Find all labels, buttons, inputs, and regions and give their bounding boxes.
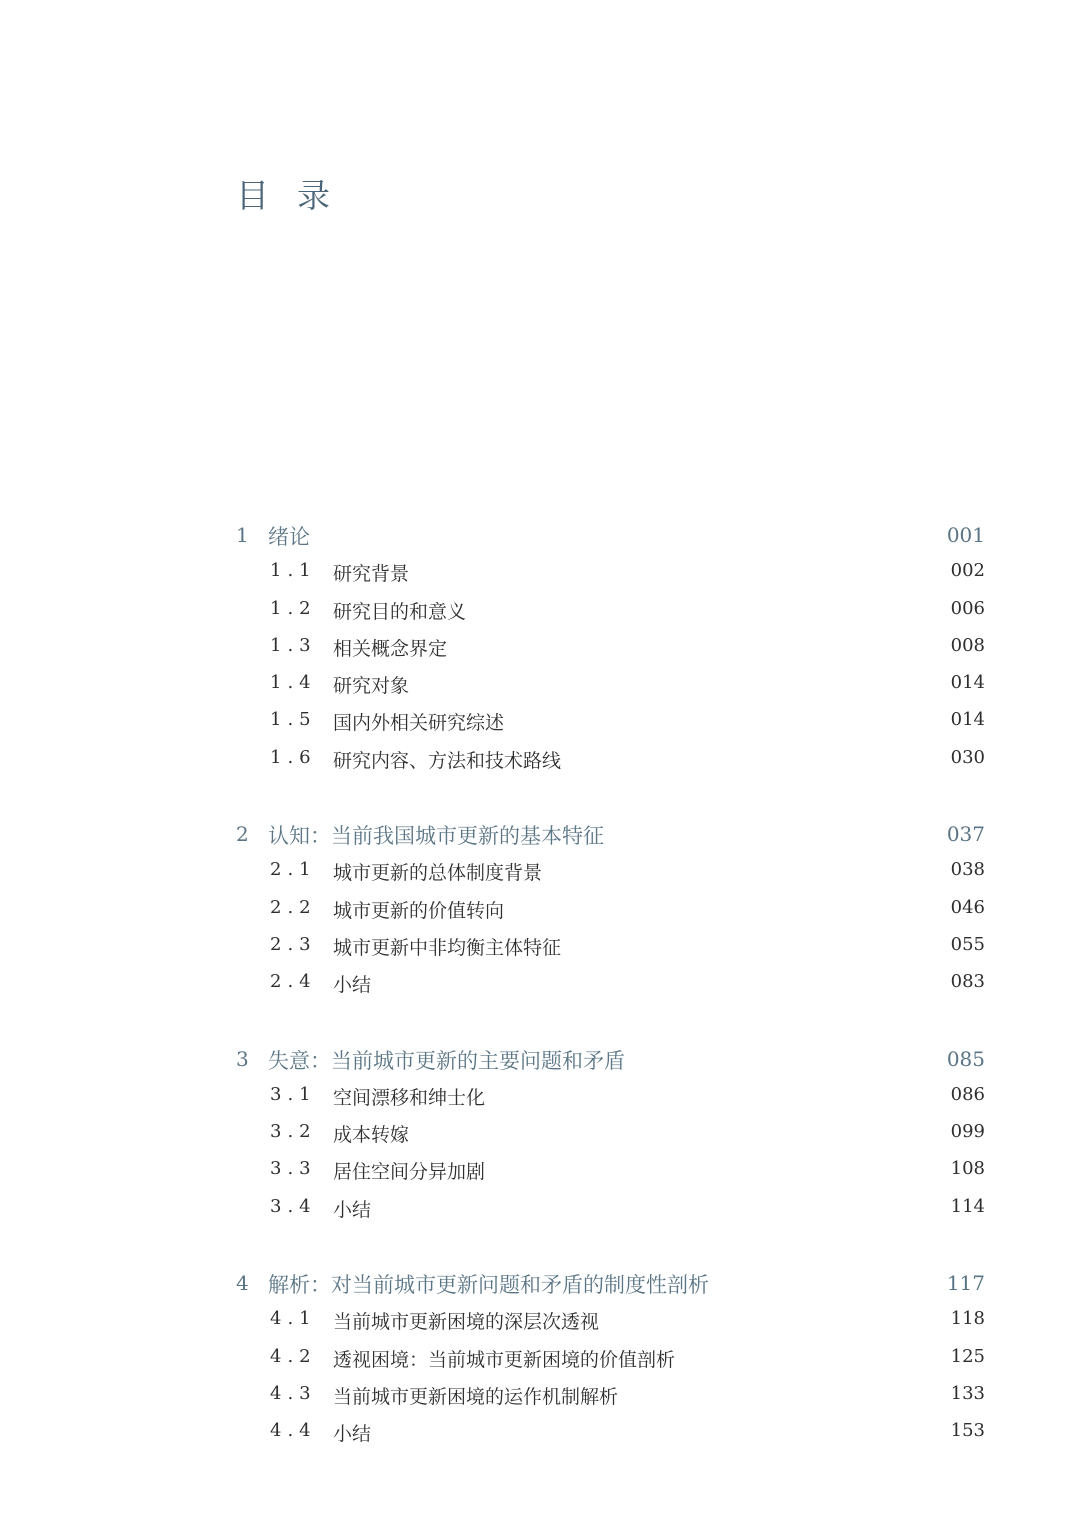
section-number: 1.3 [270,634,317,656]
section-number: 3.2 [270,1121,317,1143]
section-page-number: 046 [950,896,985,918]
section-page-number: 133 [950,1382,985,1404]
chapter-number: 4 [236,1271,249,1296]
section-entry[interactable] [0,965,1080,1002]
chapter-title: 绪论 [268,525,310,549]
page-title-char-1: 目 [236,176,269,215]
section-title: 空间漂移和绅士化 [333,1086,486,1109]
section-number: 3.4 [270,1195,317,1217]
section-title: 居住空间分异加剧 [333,1161,486,1184]
chapter-page-number: 085 [946,1046,985,1071]
section-page-number: 118 [950,1308,985,1330]
section-number: 3.3 [270,1158,317,1180]
section-entry[interactable] [0,928,1080,965]
section-title: 透视困境：当前城市更新困境的价值剖析 [333,1348,676,1371]
section-entry[interactable] [0,666,1080,703]
chapter-entry[interactable] [0,816,1080,853]
section-page-number: 055 [950,933,985,955]
section-entry[interactable] [0,1340,1080,1377]
section-number: 1.5 [270,709,317,731]
section-entry[interactable] [0,891,1080,928]
section-page-number: 008 [950,634,985,656]
chapter-title: 解析：对当前城市更新问题和矛盾的制度性剖析 [268,1273,709,1298]
page-title-char-2: 录 [297,176,330,215]
chapter-entry[interactable] [0,517,1080,554]
section-entry[interactable] [0,1115,1080,1152]
section-page-number: 153 [950,1420,985,1442]
section-entry[interactable] [0,853,1080,890]
section-title: 城市更新的总体制度背景 [333,862,543,885]
section-page-number: 038 [950,859,985,881]
section-entry[interactable] [0,1302,1080,1339]
section-number: 2.3 [270,933,317,955]
section-title: 小结 [333,974,372,997]
chapter-page-number: 037 [946,822,985,847]
section-entry[interactable] [0,554,1080,591]
chapter-entry[interactable] [0,1041,1080,1078]
chapter-title: 失意：当前城市更新的主要问题和矛盾 [268,1048,625,1073]
chapter-block [0,816,1080,1002]
chapter-number: 2 [236,822,249,847]
page-title [236,170,330,217]
section-page-number: 099 [950,1121,985,1143]
section-entry[interactable] [0,1152,1080,1189]
section-number: 2.4 [270,971,317,993]
section-entry[interactable] [0,1414,1080,1451]
section-number: 2.1 [270,859,317,881]
section-title: 研究目的和意义 [333,600,467,623]
chapter-block [0,517,1080,778]
section-page-number: 086 [950,1083,985,1105]
chapter-block [0,1041,1080,1227]
section-page-number: 108 [950,1158,985,1180]
section-number: 3.1 [270,1083,317,1105]
section-title: 城市更新的价值转向 [333,899,505,922]
section-title: 研究对象 [333,675,410,698]
chapter-number: 3 [236,1046,249,1071]
chapter-entry[interactable] [0,1265,1080,1302]
section-number: 4.2 [270,1345,317,1367]
section-title: 城市更新中非均衡主体特征 [333,936,562,959]
section-number: 1.6 [270,746,317,768]
section-title: 当前城市更新困境的深层次透视 [333,1311,600,1334]
chapter-number: 1 [236,523,249,547]
section-entry[interactable] [0,741,1080,778]
section-title: 研究背景 [333,563,410,586]
chapter-page-number: 001 [946,523,985,547]
section-page-number: 125 [950,1345,985,1367]
section-number: 4.3 [270,1382,317,1404]
section-page-number: 014 [950,672,985,694]
chapter-title: 认知：当前我国城市更新的基本特征 [268,824,604,849]
section-entry[interactable] [0,629,1080,666]
chapter-page-number: 117 [946,1271,985,1296]
section-page-number: 114 [950,1195,985,1217]
section-title: 相关概念界定 [333,637,448,660]
section-page-number: 083 [950,971,985,993]
section-number: 2.2 [270,896,317,918]
section-number: 4.1 [270,1308,317,1330]
section-entry[interactable] [0,592,1080,629]
section-page-number: 006 [950,597,985,619]
section-title: 当前城市更新困境的运作机制解析 [333,1385,619,1408]
section-title: 国内外相关研究综述 [333,712,505,735]
chapter-block [0,1265,1080,1451]
section-number: 1.1 [270,560,317,582]
section-title: 研究内容、方法和技术路线 [333,749,562,772]
section-page-number: 014 [950,709,985,731]
section-entry[interactable] [0,1190,1080,1227]
table-of-contents [0,517,1080,1490]
section-entry[interactable] [0,1377,1080,1414]
section-entry[interactable] [0,1078,1080,1115]
section-page-number: 002 [950,560,985,582]
section-title: 成本转嫁 [333,1124,410,1147]
section-title: 小结 [333,1198,372,1221]
section-page-number: 030 [950,746,985,768]
section-title: 小结 [333,1423,372,1446]
section-number: 1.4 [270,672,317,694]
section-number: 4.4 [270,1420,317,1442]
section-number: 1.2 [270,597,317,619]
section-entry[interactable] [0,703,1080,740]
